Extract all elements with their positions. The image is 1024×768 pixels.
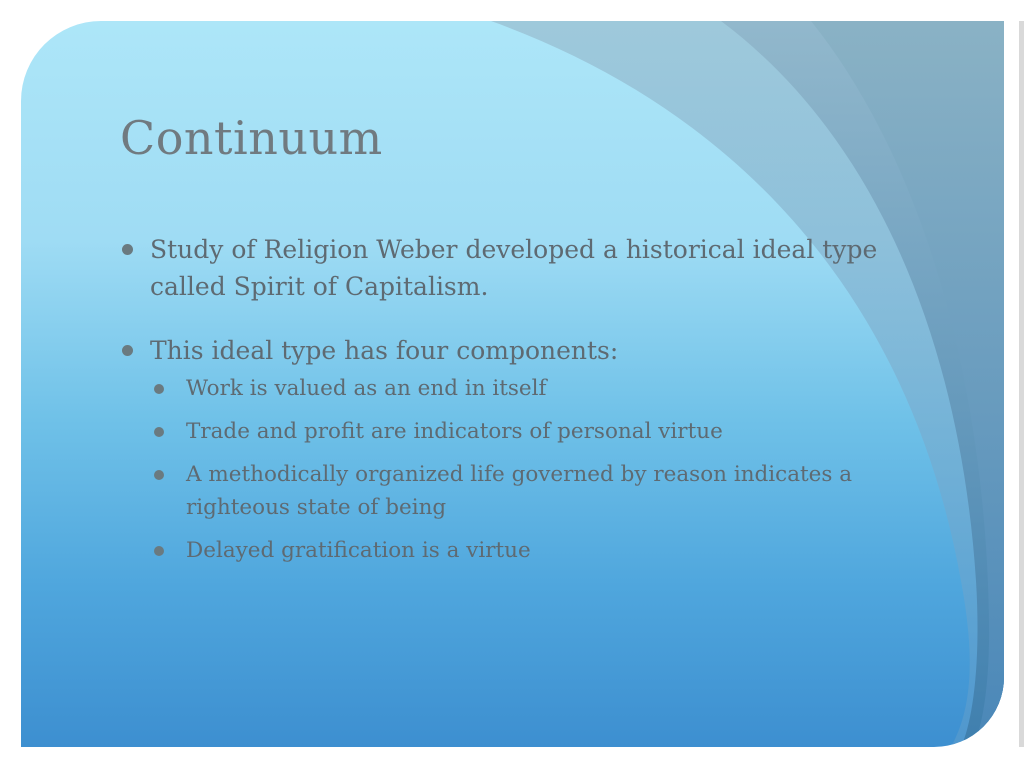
slide-body <box>120 231 940 577</box>
sub-bullet-text: Work is valued as an end in itself <box>186 376 547 401</box>
sub-bullet-item <box>152 534 940 567</box>
sub-bullet-text: Delayed gratification is a virtue <box>186 538 531 563</box>
bullet-dot-icon <box>154 470 164 480</box>
slide-right-shadow <box>1019 21 1024 747</box>
bullet-dot-icon <box>122 244 133 255</box>
sub-bullet-item <box>152 372 940 405</box>
sub-bullet-text: Trade and profit are indicators of personal virtue <box>186 419 723 444</box>
bullet-dot-icon <box>154 546 164 556</box>
sub-bullet-list <box>120 372 940 567</box>
sub-bullet-item <box>152 415 940 448</box>
bullet-text: Study of Religion Weber developed a historical ideal type called Spirit of Capitalism. <box>150 235 878 301</box>
bullet-dot-icon <box>154 427 164 437</box>
bullet-item <box>120 332 940 369</box>
slide-title: Continuum <box>120 111 383 165</box>
bullet-dot-icon <box>122 345 133 356</box>
bullet-item <box>120 231 940 305</box>
bullet-text: This ideal type has four components: <box>150 336 619 365</box>
sub-bullet-item <box>152 458 940 524</box>
slide <box>21 21 1004 747</box>
sub-bullet-text: A methodically organized life governed by reason indicates a righteous state of being <box>186 462 853 520</box>
bullet-dot-icon <box>154 384 164 394</box>
slide-bottom-shadow <box>21 747 1004 768</box>
